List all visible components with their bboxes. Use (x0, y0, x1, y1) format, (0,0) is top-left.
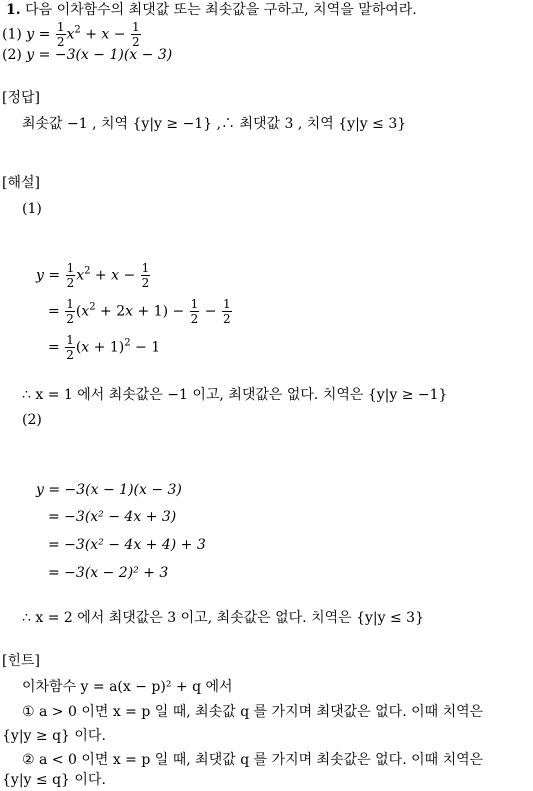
problem-item-2-label: (2) (2, 47, 22, 63)
answer-label: [정답] (2, 90, 40, 106)
derivation-line: = $\frac{1}{2}$ $(x^2 + 2x + 1)$ − $\frac{1}{2}$ − $\frac{1}{2}$ (48, 297, 231, 326)
hint-line-5: {y|y ≤ q} 이다. (2, 772, 106, 788)
derivation-line: = −3(x − 2)² + 3 (48, 565, 169, 581)
solution-part1-label: (1) (22, 201, 42, 217)
derivation-line: = −3(x² − 4x + 4) + 3 (48, 537, 206, 553)
solution-part2-conclusion: ∴ x = 2 에서 최댓값은 3 이고, 최솟값은 없다. 치역은 {y|y ≤ 3} (22, 610, 424, 626)
problem-item-1: (1) y = $\frac{1}{2}$ $x^2 + x$ − $\frac{1}{2}$ (2, 20, 140, 49)
hint-line-2: ① a > 0 이면 x = p 일 때, 최솟값 q 를 가지며 최댓값은 없다. 이때 치역은 (22, 704, 484, 720)
derivation-line: y = −3(x − 1)(x − 3) (36, 482, 182, 498)
derivation-line: = −3(x² − 4x + 3) (48, 509, 177, 525)
hint-line-4: ② a < 0 이면 x = p 일 때, 최댓값 q 를 가지며 최솟값은 없다. 이때 치역은 (22, 752, 484, 768)
problem-number: 1. (6, 2, 21, 18)
solution-part1-conclusion: ∴ x = 1 에서 최솟값은 −1 이고, 최댓값은 없다. 치역은 {y|y ≥ −1} (22, 387, 448, 403)
problem-item-1-label: (1) (2, 26, 22, 43)
hint-label: [힌트] (2, 653, 40, 669)
problem-item-2-equation: y = −3(x − 1)(x − 3) (26, 47, 173, 63)
answer-text: 최솟값 −1 , 치역 {y|y ≥ −1} ,∴ 최댓값 3 , 치역 {y|y ≤ 3} (22, 116, 407, 132)
derivation-line: = $\frac{1}{2}$ $(x + 1)^2 - 1$ (48, 333, 161, 362)
hint-line-3: {y|y ≥ q} 이다. (2, 728, 106, 744)
problem-item-2 (2, 47, 172, 64)
solution-label: [해설] (2, 175, 40, 191)
problem-text: 다음 이차함수의 최댓값 또는 최솟값을 구하고, 치역을 말하여라. (25, 2, 417, 18)
hint-line-1: 이차함수 y = a(x − p)² + q 에서 (22, 679, 233, 695)
derivation-line: y = $\frac{1}{2}$ $x^2 + x$ − $\frac{1}{2}$ (36, 261, 150, 290)
problem-statement (6, 2, 417, 19)
solution-part2-label: (2) (22, 412, 42, 428)
